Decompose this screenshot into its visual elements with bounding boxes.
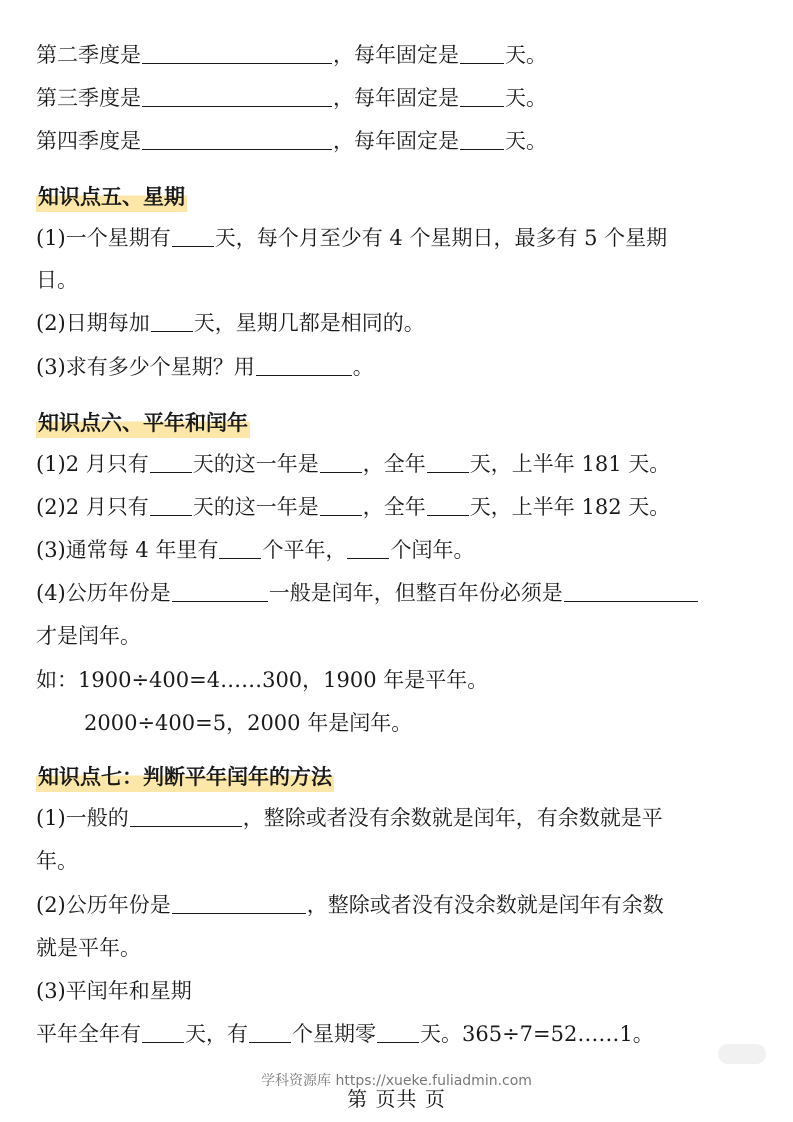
fill-blank[interactable]	[347, 538, 389, 559]
fill-blank[interactable]	[460, 129, 504, 150]
fill-blank[interactable]	[320, 495, 362, 516]
section-heading-leap-years: 知识点六、平年和闰年	[36, 408, 250, 438]
season-line-2: 第二季度是 ，每年固定是 天。	[36, 43, 547, 67]
fill-blank[interactable]	[142, 129, 332, 150]
fill-blank[interactable]	[460, 43, 504, 64]
fill-blank[interactable]	[150, 495, 192, 516]
method-item-4: 平年全年有 天，有 个星期零 天。365÷7=52……1。	[36, 1022, 654, 1046]
fill-blank[interactable]	[172, 893, 306, 914]
fill-blank[interactable]	[151, 311, 193, 332]
page-counter: 第 页共 页	[347, 1087, 446, 1111]
method-item-1: (1)一般的 ，整除或者没有余数就是闰年，有余数就是平	[36, 806, 663, 830]
source-url: 学科资源库 https://xueke.fuliadmin.com	[261, 1073, 532, 1089]
weeks-item-2: (2)日期每加 天，星期几都是相同的。	[36, 311, 425, 335]
fill-blank[interactable]	[249, 1022, 291, 1043]
fill-blank[interactable]	[142, 86, 332, 107]
method-item-2-cont: 就是平年。	[36, 936, 141, 960]
fill-blank[interactable]	[256, 355, 352, 376]
fill-blank[interactable]	[377, 1022, 419, 1043]
section-heading-weeks: 知识点五、星期	[36, 182, 187, 212]
fill-blank[interactable]	[172, 581, 268, 602]
watermark-badge	[718, 1044, 766, 1064]
weeks-item-1: (1)一个星期有 天，每个月至少有 4 个星期日，最多有 5 个星期	[36, 226, 668, 250]
section-heading-method: 知识点七：判断平年闰年的方法	[36, 762, 334, 792]
fill-blank[interactable]	[142, 1022, 184, 1043]
method-item-2: (2)公历年份是 ，整除或者没有没余数就是闰年有余数	[36, 893, 664, 917]
fill-blank[interactable]	[460, 86, 504, 107]
season-line-4: 第四季度是 ，每年固定是 天。	[36, 129, 547, 153]
method-item-3: (3)平闰年和星期	[36, 979, 192, 1003]
fill-blank[interactable]	[564, 581, 698, 602]
leap-item-3: (3)通常每 4 年里有 个平年， 个闰年。	[36, 538, 475, 562]
leap-item-4: (4)公历年份是 一般是闰年，但整百年份必须是	[36, 578, 763, 608]
fill-blank[interactable]	[172, 226, 214, 247]
fill-blank[interactable]	[427, 495, 469, 516]
fill-blank[interactable]	[219, 538, 261, 559]
leap-example-1900: 如：1900÷400=4……300，1900 年是平年。	[36, 668, 489, 692]
weeks-item-1-cont: 日。	[36, 268, 78, 292]
fill-blank[interactable]	[320, 452, 362, 473]
leap-example-2000: 2000÷400=5，2000 年是闰年。	[84, 711, 413, 735]
leap-item-2: (2)2 月只有 天的这一年是 ，全年 天，上半年 182 天。	[36, 495, 671, 519]
leap-item-4-cont: 才是闰年。	[36, 624, 141, 648]
method-item-1-cont: 年。	[36, 849, 78, 873]
fill-blank[interactable]	[427, 452, 469, 473]
weeks-item-3: (3)求有多少个星期？用 。	[36, 355, 374, 379]
leap-item-1: (1)2 月只有 天的这一年是 ，全年 天，上半年 181 天。	[36, 452, 671, 476]
season-line-3: 第三季度是 ，每年固定是 天。	[36, 86, 547, 110]
fill-blank[interactable]	[130, 806, 242, 827]
fill-blank[interactable]	[150, 452, 192, 473]
fill-blank[interactable]	[142, 43, 332, 64]
